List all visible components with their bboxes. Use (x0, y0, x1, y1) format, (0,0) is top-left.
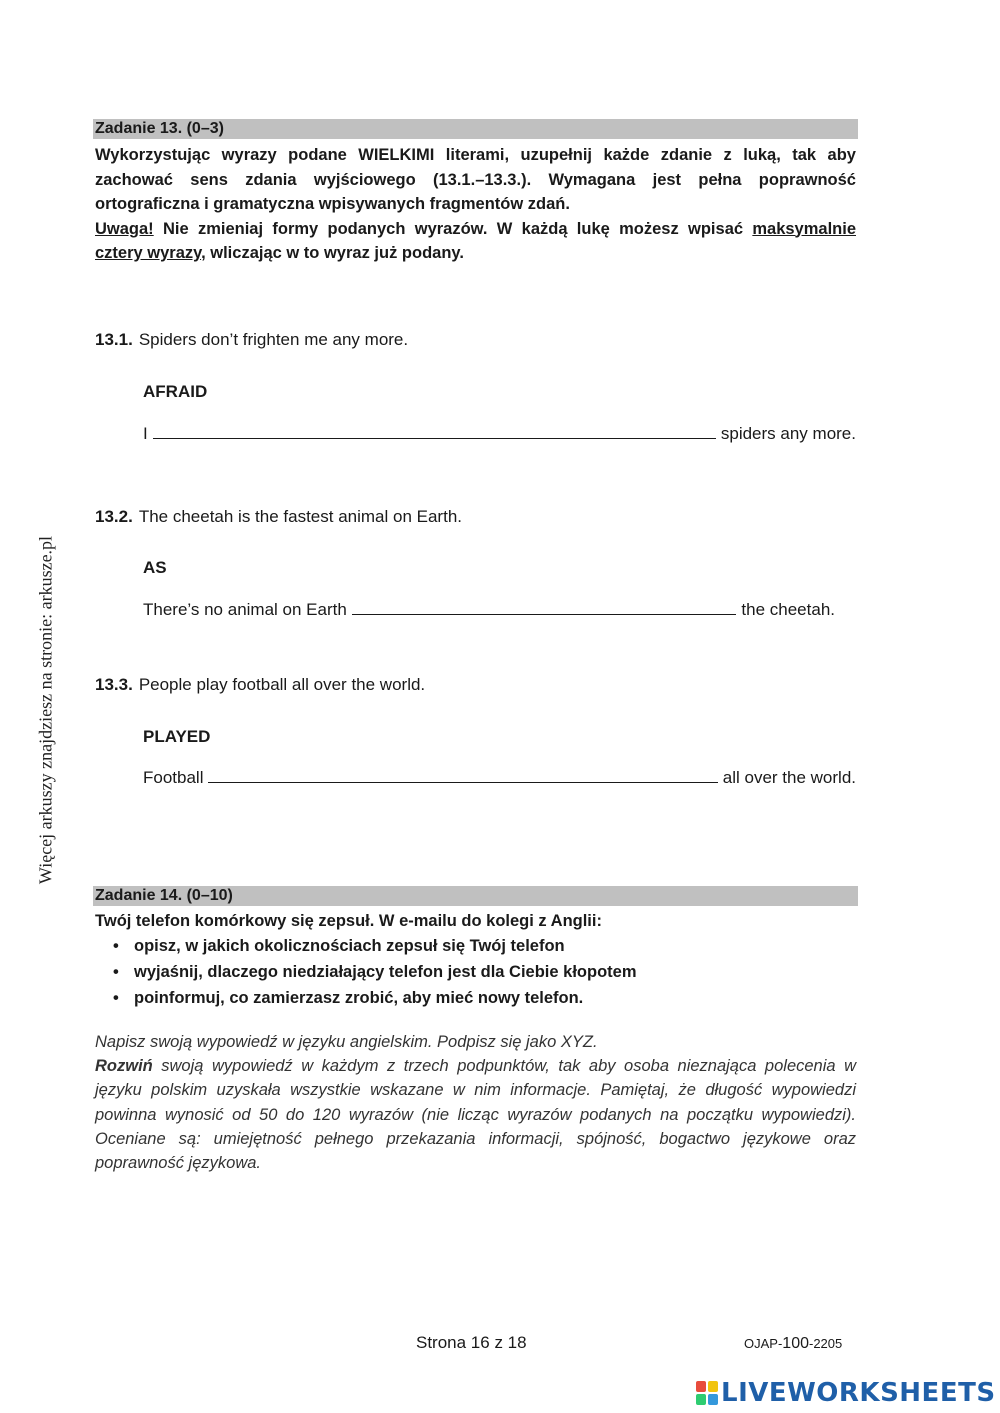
task14-bullets (108, 933, 637, 1011)
warning-end: , wliczając w to wyraz już podany. (201, 244, 464, 262)
item-number: 13.2. (95, 507, 133, 526)
task14-intro: Twój telefon komórkowy się zepsuł. W e-mailu do kolegi z Anglii: (95, 912, 602, 930)
list-item: • poinformuj, co zamierzasz zrobić, aby mieć nowy telefon. (108, 985, 637, 1011)
task14-guidelines (95, 1030, 856, 1175)
task13-warning (95, 217, 856, 266)
guide-line-1: Napisz swoją wypowiedź w języku angielskim. Podpisz się jako XYZ. (95, 1033, 598, 1051)
guide-paragraph (95, 1054, 856, 1175)
gap-suffix: spiders any more. (720, 424, 856, 443)
gap-suffix: the cheetah. (741, 600, 835, 619)
gap-line-13-3 (143, 768, 856, 788)
warning-label: Uwaga! (95, 219, 154, 238)
page-number: Strona 16 z 18 (416, 1333, 527, 1352)
warning-text: Nie zmieniaj formy podanych wyrazów. W każdą lukę możesz wpisać (153, 219, 753, 238)
answer-gap-13-3[interactable] (208, 768, 717, 783)
liveworksheets-brand: LIVEWORKSHEETS (721, 1378, 996, 1408)
item-13-2 (95, 507, 462, 527)
task13-instructions (95, 143, 856, 266)
liveworksheets-icon (696, 1381, 718, 1405)
gap-line-13-2 (143, 600, 835, 620)
item-number: 13.1. (95, 330, 133, 349)
item-sentence: The cheetah is the fastest animal on Earth. (138, 507, 462, 526)
guide-rest: swoją wypowiedź w każdym z trzech podpunktów, tak aby osoba nieznająca polecenia w języku polskim uzyskała wszystkie wskazane w nim informacje. Pamiętaj, że długość wypowiedzi powinna wynosić od 50 do 120 wyrazów (nie licząc wyrazów podanych na początku wypowiedzi). Oceniane są: umiejętność pełnego przekazania informacji, spójność, bogactwo językowe oraz poprawność językowa. (95, 1057, 856, 1173)
item-13-3 (95, 675, 425, 695)
keyword-as: AS (143, 558, 167, 577)
item-number: 13.3. (95, 675, 133, 694)
gap-line-13-1 (143, 424, 856, 444)
list-item: • wyjaśnij, dlaczego niedziałający telefon jest dla Ciebie kłopotem (108, 959, 637, 985)
keyword-played: PLAYED (143, 727, 211, 746)
task14-header: Zadanie 14. (0–10) (93, 886, 858, 906)
gap-prefix: There’s no animal on Earth (143, 600, 347, 619)
task13-header: Zadanie 13. (0–3) (93, 119, 858, 139)
liveworksheets-logo[interactable] (696, 1378, 996, 1408)
item-sentence: Spiders don’t frighten me any more. (138, 330, 409, 349)
side-note: Więcej arkuszy znajdziesz na stronie: arkusze.pl (35, 535, 56, 885)
list-item: • opisz, w jakich okolicznościach zepsuł się Twój telefon (108, 933, 637, 959)
guide-bold: Rozwiń (95, 1057, 153, 1076)
gap-suffix: all over the world. (722, 768, 856, 787)
task13-instruction-text: Wykorzystując wyrazy podane WIELKIMI literami, uzupełnij każde zdanie z luką, tak aby zachować sens zdania wyjściowego (13.1.–13.3.). Wymagana jest pełna poprawność ortograficzna i gramatyczna wpisywanych fragmentów zdań. (95, 146, 856, 213)
exam-code: OJAP-100-2205 (744, 1335, 843, 1352)
bullet-icon: • (113, 989, 119, 1007)
answer-gap-13-2[interactable] (352, 600, 737, 615)
keyword-afraid: AFRAID (143, 382, 208, 401)
bullet-icon: • (113, 937, 119, 955)
gap-prefix: Football (143, 768, 204, 787)
item-13-1 (95, 330, 408, 350)
gap-prefix: I (143, 424, 148, 443)
word-limit: maksymalnie cztery wyrazy (95, 219, 856, 262)
bullet-icon: • (113, 963, 119, 981)
item-sentence: People play football all over the world. (138, 675, 426, 694)
answer-gap-13-1[interactable] (153, 424, 716, 439)
